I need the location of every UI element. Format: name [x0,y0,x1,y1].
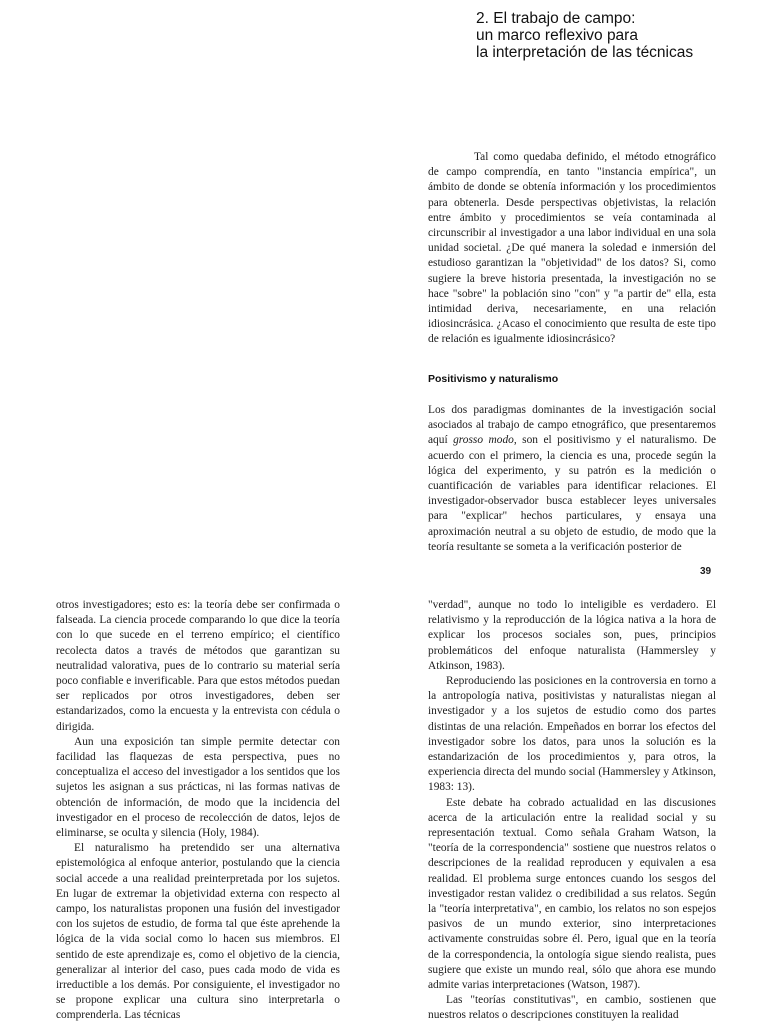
section-heading: Positivismo y naturalismo [428,373,559,385]
right-paragraph-2: Reproduciendo las posiciones en la controversia en torno a la antropología nativa, positivistas y naturalistas niegan al investigador y a los sujetos de estudio como dos partes distintas de una relación. Empeñados en borrar los efectos del investigador sobre los datos, para unos la solución es la estandarización de los procedimientos y, para otros, la experiencia directa del mundo social (Hammersley y Atkinson, 1983: 13). [428,675,716,794]
page-number: 39 [700,566,712,577]
chapter-title-line-2: un marco reflexivo para [476,27,638,44]
section-body [428,403,716,555]
chapter-title [476,10,693,61]
left-paragraph-1: otros investigadores; esto es: la teoría debe ser confirmada o falseada. La ciencia procede comparando lo que dice la teoría con lo que sucede en el terreno empírico; el científico recolecta datos a través de métodos que garantizan su neutralidad valorativa, pues de lo contrario su material sería poco confiable e inverificable. Para que estos métodos puedan ser replicados por otros investigadores, deben ser estandarizados, como la encuesta y la entrevista con cédula o dirigida. [56,599,340,733]
right-paragraph-4: Las "teorías constitutivas", en cambio, sostienen que nuestros relatos o descripciones constituyen la realidad [428,994,716,1022]
italic-phrase: grosso modo [453,434,514,447]
intro-text [428,150,716,348]
left-column [56,598,340,1024]
section-text-before-italic: Los dos paradigmas dominantes de la investigación social asociados al trabajo de campo etnográfico, que presentaremos aquí [428,404,716,447]
page-40 [0,590,768,1024]
intro-paragraph: Tal como quedaba definido, el método etnográfico de campo comprendía, en tanto "instancia empírica", un ámbito de donde se obtenía información y los procedimientos para obtenerla. Desde perspectivas objetivistas, la relación entre ámbito y procedimientos se veía contaminada al circunscribir al investigador a una labor individual en una sola unidad societal. ¿De qué manera la soledad e inmersión del estudioso garantizan la "objetividad" de los datos? Si, como sugiere la breve historia presentada, la investigación no se hace "sobre" la población sino "con" y "a partir de" ella, esta intimidad deriva, necesariamente, en una relación idiosincrásica. ¿Acaso el conocimiento que resulta de este tipo de relación es igualmente idiosincrásico? [428,151,716,346]
left-paragraph-3: El naturalismo ha pretendido ser una alternativa epistemológica al enfoque anterior, postulando que la ciencia social accede a una realidad preinterpretada por los sujetos. En lugar de extremar la objetividad externa con respecto al campo, los naturalistas proponen una fusión del investigador con los sujetos de estudio, de forma tal que éste aprehende la lógica de la vida social como lo hacen sus miembros. El sentido de este aprendizaje es, como el objetivo de la ciencia, generalizar al interior del caso, pues cada modo de vida es irreductible a los demás. Por consiguiente, el investigador no se propone explicar una cultura sino interpretarla o comprenderla. Las técnicas [56,842,340,1022]
chapter-title-line-3: la interpretación de las técnicas [476,44,694,61]
section-text-after-italic: , son el positivismo y el naturalismo. De acuerdo con el primero, la ciencia es una, procede según la lógica del experimento, y su patrón es la medición o cuantificación de variables para identificar relaciones. El investigador-observador busca establecer leyes universales para "explicar" hechos particulares, y ensaya una aproximación neutral a su objeto de estudio, de modo que la teoría resultante se someta a la verificación posterior de [428,434,716,553]
left-paragraph-2: Aun una exposición tan simple permite detectar con facilidad las flaquezas de esta perspectiva, pues no conceptualiza el acceso del investigador a los sentidos que los sujetos les asignan a sus prácticas, ni las formas nativas de obtención de información, de modo que la incidencia del investigador en el proceso de recolección de datos, lejos de eliminarse, se oculta y silencia (Holy, 1984). [56,735,340,840]
right-paragraph-1: "verdad", aunque no todo lo inteligible es verdadero. El relativismo y la reproducción de la lógica nativa a la hora de explicar los procesos sociales son, pues, principios problemáticos del enfoque naturalista (Hammersley y Atkinson, 1983). [428,599,716,672]
chapter-title-line-1: 2. El trabajo de campo: [476,10,636,27]
section-paragraph [428,403,716,555]
right-paragraph-3: Este debate ha cobrado actualidad en las discusiones acerca de la articulación entre la realidad social y su representación textual. Como señala Graham Watson, la "teoría de la correspondencia" sostiene que nuestros relatos o descripciones de la realidad reproducen y equivalen a esa realidad. El problema surge entonces cuando los sesgos del investigador restan validez o credibilidad a sus relatos. Según la "teoría interpretativa", en cambio, los relatos no son espejos pasivos de un mundo exterior, sino interpretaciones activamente construidas sobre él. Pero, igual que en la teoría de la correspondencia, la ontología sigue siendo realista, pues sugiere que existe un mundo real, sólo que ahora ese mundo admite varias interpretaciones (Watson, 1987). [428,796,716,992]
right-column [428,598,716,1024]
